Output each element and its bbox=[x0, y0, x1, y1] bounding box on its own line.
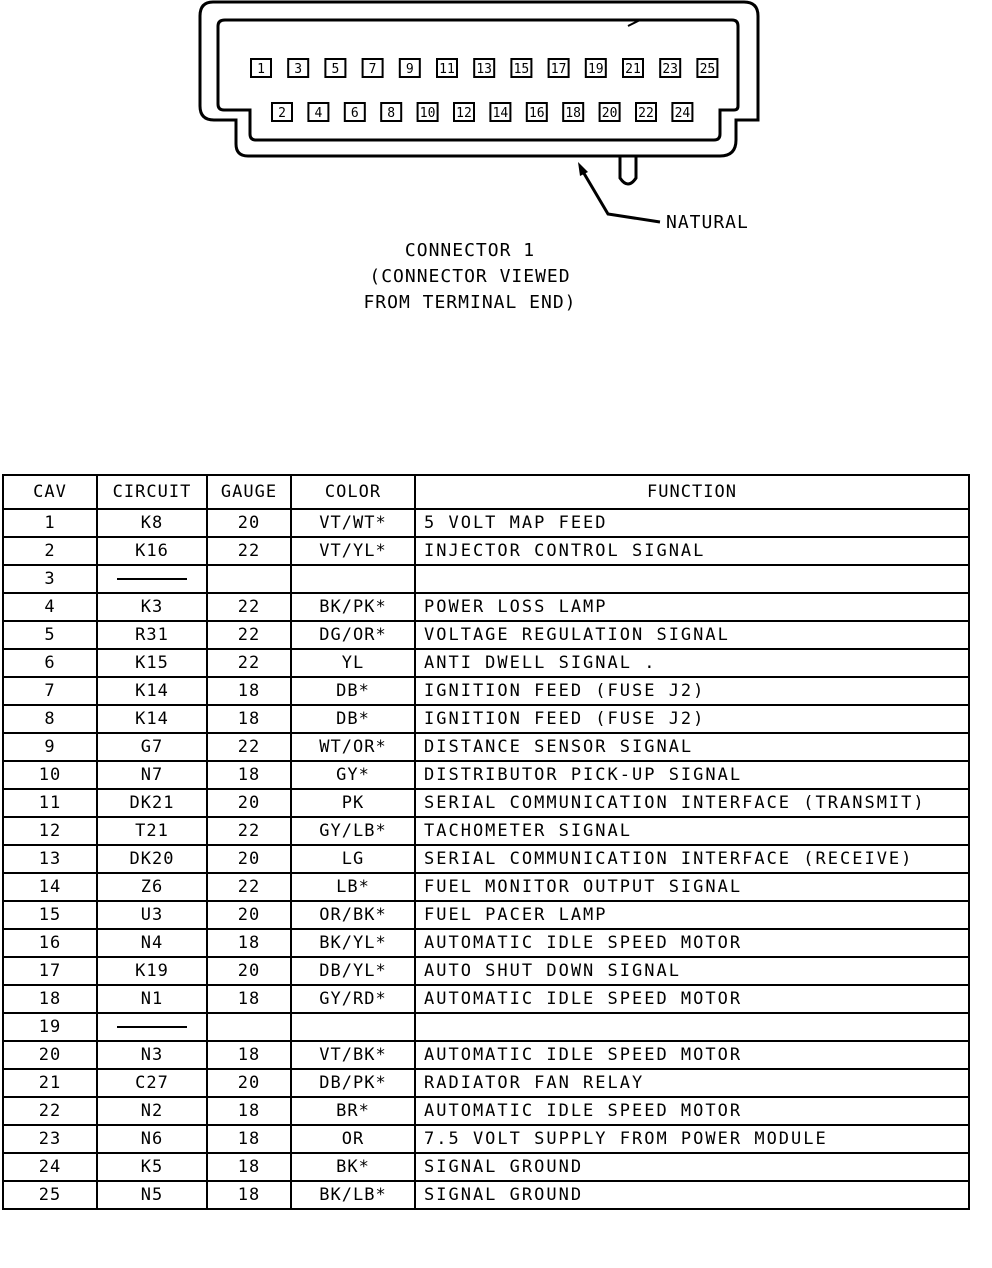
connector-pin bbox=[272, 103, 292, 121]
cell-gauge: 18 bbox=[207, 1181, 291, 1209]
pin-number: 5 bbox=[331, 62, 340, 77]
cell-circuit: T21 bbox=[97, 817, 207, 845]
table-row bbox=[3, 621, 969, 649]
table-row bbox=[3, 789, 969, 817]
cell-color: BK/LB* bbox=[291, 1181, 415, 1209]
cell-function bbox=[415, 1013, 969, 1041]
connector-pin bbox=[474, 59, 494, 77]
cell-cav: 21 bbox=[3, 1069, 97, 1097]
cell-cav: 16 bbox=[3, 929, 97, 957]
header-circuit: CIRCUIT bbox=[97, 475, 207, 509]
cell-gauge: 18 bbox=[207, 1097, 291, 1125]
connector-pin bbox=[345, 103, 365, 121]
cell-function: AUTOMATIC IDLE SPEED MOTOR bbox=[415, 1041, 969, 1069]
connector-pin bbox=[549, 59, 569, 77]
cell-cav: 7 bbox=[3, 677, 97, 705]
cell-color: DB/PK* bbox=[291, 1069, 415, 1097]
cell-cav: 11 bbox=[3, 789, 97, 817]
cell-cav: 18 bbox=[3, 985, 97, 1013]
cell-cav: 14 bbox=[3, 873, 97, 901]
cell-circuit: N5 bbox=[97, 1181, 207, 1209]
connector-diagram bbox=[0, 0, 992, 470]
table-row bbox=[3, 957, 969, 985]
cell-color: BK/YL* bbox=[291, 929, 415, 957]
caption-line-1: CONNECTOR 1 bbox=[404, 240, 536, 261]
cell-cav: 24 bbox=[3, 1153, 97, 1181]
connector-pin bbox=[381, 103, 401, 121]
cell-color: OR bbox=[291, 1125, 415, 1153]
cell-circuit: N4 bbox=[97, 929, 207, 957]
table-header-row bbox=[3, 475, 969, 509]
cell-function: SIGNAL GROUND bbox=[415, 1181, 969, 1209]
caption-line-2: (CONNECTOR VIEWED bbox=[369, 266, 571, 287]
table-row bbox=[3, 509, 969, 537]
cell-circuit: G7 bbox=[97, 733, 207, 761]
cell-cav: 9 bbox=[3, 733, 97, 761]
table-row bbox=[3, 1069, 969, 1097]
cell-color: OR/BK* bbox=[291, 901, 415, 929]
pinout-table bbox=[2, 474, 970, 1210]
connector-pin bbox=[511, 59, 531, 77]
connector-pin bbox=[418, 103, 438, 121]
header-function: FUNCTION bbox=[415, 475, 969, 509]
cell-cav: 6 bbox=[3, 649, 97, 677]
header-gauge: GAUGE bbox=[207, 475, 291, 509]
table-row bbox=[3, 1097, 969, 1125]
table-row bbox=[3, 985, 969, 1013]
cell-circuit: K3 bbox=[97, 593, 207, 621]
pin-number: 14 bbox=[492, 106, 509, 121]
table-row bbox=[3, 1041, 969, 1069]
cell-function: POWER LOSS LAMP bbox=[415, 593, 969, 621]
table-row bbox=[3, 593, 969, 621]
table-row bbox=[3, 565, 969, 593]
cell-function: AUTOMATIC IDLE SPEED MOTOR bbox=[415, 929, 969, 957]
cell-color: PK bbox=[291, 789, 415, 817]
table-row bbox=[3, 845, 969, 873]
pin-number: 10 bbox=[419, 106, 436, 121]
cell-color: GY/RD* bbox=[291, 985, 415, 1013]
table-row bbox=[3, 761, 969, 789]
pinout-table-body bbox=[3, 509, 969, 1209]
connector-pin bbox=[563, 103, 583, 121]
cell-color: GY* bbox=[291, 761, 415, 789]
header-color: COLOR bbox=[291, 475, 415, 509]
cell-gauge bbox=[207, 1013, 291, 1041]
pin-number: 9 bbox=[405, 62, 414, 77]
connector-pin bbox=[251, 59, 271, 77]
caption-line-3: FROM TERMINAL END) bbox=[363, 292, 577, 313]
cell-cav: 20 bbox=[3, 1041, 97, 1069]
pin-number: 24 bbox=[674, 106, 691, 121]
cell-function: AUTOMATIC IDLE SPEED MOTOR bbox=[415, 1097, 969, 1125]
cell-color: LB* bbox=[291, 873, 415, 901]
cell-circuit: U3 bbox=[97, 901, 207, 929]
cell-gauge: 18 bbox=[207, 985, 291, 1013]
cell-circuit: N6 bbox=[97, 1125, 207, 1153]
pin-number: 7 bbox=[368, 62, 377, 77]
cell-function: INJECTOR CONTROL SIGNAL bbox=[415, 537, 969, 565]
cell-circuit: DK21 bbox=[97, 789, 207, 817]
connector-pin bbox=[288, 59, 308, 77]
connector-pin bbox=[325, 59, 345, 77]
cell-function: FUEL PACER LAMP bbox=[415, 901, 969, 929]
cell-color: DB/YL* bbox=[291, 957, 415, 985]
connector-pin bbox=[600, 103, 620, 121]
cell-gauge: 20 bbox=[207, 1069, 291, 1097]
cell-cav: 4 bbox=[3, 593, 97, 621]
bottom-row-pins bbox=[272, 103, 692, 121]
pin-number: 12 bbox=[456, 106, 472, 121]
cell-gauge: 20 bbox=[207, 509, 291, 537]
cell-gauge: 22 bbox=[207, 593, 291, 621]
cell-gauge: 22 bbox=[207, 649, 291, 677]
cell-function: IGNITION FEED (FUSE J2) bbox=[415, 705, 969, 733]
cell-circuit: K15 bbox=[97, 649, 207, 677]
pin-number: 17 bbox=[550, 62, 567, 77]
cell-function: DISTANCE SENSOR SIGNAL bbox=[415, 733, 969, 761]
cell-gauge: 22 bbox=[207, 537, 291, 565]
pin-number: 20 bbox=[601, 106, 618, 121]
cell-circuit: N2 bbox=[97, 1097, 207, 1125]
cell-cav: 10 bbox=[3, 761, 97, 789]
cell-cav: 17 bbox=[3, 957, 97, 985]
cell-color: YL bbox=[291, 649, 415, 677]
cell-gauge: 22 bbox=[207, 733, 291, 761]
pin-number: 8 bbox=[387, 106, 396, 121]
pin-number: 2 bbox=[278, 106, 286, 121]
cell-gauge: 18 bbox=[207, 929, 291, 957]
cell-cav: 15 bbox=[3, 901, 97, 929]
cell-color: VT/YL* bbox=[291, 537, 415, 565]
cell-function: ANTI DWELL SIGNAL . bbox=[415, 649, 969, 677]
connector-pin bbox=[672, 103, 692, 121]
cell-function: SIGNAL GROUND bbox=[415, 1153, 969, 1181]
cell-gauge: 22 bbox=[207, 817, 291, 845]
cell-cav: 2 bbox=[3, 537, 97, 565]
cell-cav: 19 bbox=[3, 1013, 97, 1041]
pin-number: 11 bbox=[439, 62, 455, 77]
cell-function: AUTOMATIC IDLE SPEED MOTOR bbox=[415, 985, 969, 1013]
cell-function: VOLTAGE REGULATION SIGNAL bbox=[415, 621, 969, 649]
pin-number: 18 bbox=[565, 106, 582, 121]
top-row-pins bbox=[251, 59, 717, 77]
connector-pin bbox=[586, 59, 606, 77]
cell-circuit: C27 bbox=[97, 1069, 207, 1097]
cell-gauge bbox=[207, 565, 291, 593]
cell-cav: 22 bbox=[3, 1097, 97, 1125]
cell-color: WT/OR* bbox=[291, 733, 415, 761]
cell-color: LG bbox=[291, 845, 415, 873]
cell-gauge: 20 bbox=[207, 901, 291, 929]
cell-cav: 13 bbox=[3, 845, 97, 873]
cell-color: GY/LB* bbox=[291, 817, 415, 845]
pin-number: 4 bbox=[314, 106, 323, 121]
cell-gauge: 20 bbox=[207, 845, 291, 873]
cell-circuit: K16 bbox=[97, 537, 207, 565]
cell-gauge: 18 bbox=[207, 1041, 291, 1069]
cell-gauge: 18 bbox=[207, 677, 291, 705]
cell-gauge: 20 bbox=[207, 957, 291, 985]
natural-callout-label: NATURAL bbox=[666, 212, 749, 233]
unused-circuit-dash bbox=[117, 578, 187, 580]
table-row bbox=[3, 873, 969, 901]
cell-circuit: Z6 bbox=[97, 873, 207, 901]
cell-gauge: 20 bbox=[207, 789, 291, 817]
header-cav: CAV bbox=[3, 475, 97, 509]
connector-pin bbox=[400, 59, 420, 77]
cell-color: VT/BK* bbox=[291, 1041, 415, 1069]
cell-color bbox=[291, 1013, 415, 1041]
cell-cav: 8 bbox=[3, 705, 97, 733]
pin-number: 25 bbox=[699, 62, 716, 77]
table-row bbox=[3, 733, 969, 761]
cell-function: FUEL MONITOR OUTPUT SIGNAL bbox=[415, 873, 969, 901]
cell-cav: 12 bbox=[3, 817, 97, 845]
connector-pin bbox=[308, 103, 328, 121]
pin-number: 23 bbox=[662, 62, 679, 77]
cell-color bbox=[291, 565, 415, 593]
connector-pin bbox=[527, 103, 547, 121]
connector-pin bbox=[660, 59, 680, 77]
table-row bbox=[3, 677, 969, 705]
cell-function: 7.5 VOLT SUPPLY FROM POWER MODULE bbox=[415, 1125, 969, 1153]
cell-color: DG/OR* bbox=[291, 621, 415, 649]
cell-cav: 23 bbox=[3, 1125, 97, 1153]
table-row bbox=[3, 537, 969, 565]
pin-number: 13 bbox=[476, 62, 493, 77]
cell-function: 5 VOLT MAP FEED bbox=[415, 509, 969, 537]
connector-pin bbox=[697, 59, 717, 77]
cell-circuit: K5 bbox=[97, 1153, 207, 1181]
cell-function: TACHOMETER SIGNAL bbox=[415, 817, 969, 845]
cell-color: VT/WT* bbox=[291, 509, 415, 537]
connector-pin bbox=[454, 103, 474, 121]
pin-number: 15 bbox=[513, 62, 530, 77]
cell-color: DB* bbox=[291, 677, 415, 705]
pin-number: 16 bbox=[528, 106, 545, 121]
cell-circuit: N7 bbox=[97, 761, 207, 789]
cell-color: DB* bbox=[291, 705, 415, 733]
cell-gauge: 22 bbox=[207, 621, 291, 649]
pin-number: 21 bbox=[625, 62, 641, 77]
cell-circuit: R31 bbox=[97, 621, 207, 649]
table-row bbox=[3, 705, 969, 733]
pin-number: 3 bbox=[294, 62, 303, 77]
cell-function: RADIATOR FAN RELAY bbox=[415, 1069, 969, 1097]
cell-function: IGNITION FEED (FUSE J2) bbox=[415, 677, 969, 705]
cell-cav: 3 bbox=[3, 565, 97, 593]
pin-number: 1 bbox=[257, 62, 265, 77]
connector-pin bbox=[623, 59, 643, 77]
table-row bbox=[3, 1013, 969, 1041]
table-row bbox=[3, 929, 969, 957]
table-row bbox=[3, 649, 969, 677]
cell-function: DISTRIBUTOR PICK-UP SIGNAL bbox=[415, 761, 969, 789]
table-row bbox=[3, 1125, 969, 1153]
pin-number: 6 bbox=[350, 106, 359, 121]
connector-pin bbox=[490, 103, 510, 121]
cell-circuit: N1 bbox=[97, 985, 207, 1013]
cell-circuit bbox=[97, 565, 207, 593]
cell-gauge: 18 bbox=[207, 1153, 291, 1181]
cell-circuit: K8 bbox=[97, 509, 207, 537]
cell-circuit: N3 bbox=[97, 1041, 207, 1069]
cell-function: AUTO SHUT DOWN SIGNAL bbox=[415, 957, 969, 985]
cell-circuit: K14 bbox=[97, 677, 207, 705]
table-row bbox=[3, 1181, 969, 1209]
cell-function bbox=[415, 565, 969, 593]
cell-color: BK* bbox=[291, 1153, 415, 1181]
cell-circuit: DK20 bbox=[97, 845, 207, 873]
cell-cav: 5 bbox=[3, 621, 97, 649]
cell-circuit bbox=[97, 1013, 207, 1041]
connector-pin bbox=[636, 103, 656, 121]
cell-cav: 1 bbox=[3, 509, 97, 537]
cell-gauge: 22 bbox=[207, 873, 291, 901]
table-row bbox=[3, 1153, 969, 1181]
connector-pin bbox=[437, 59, 457, 77]
cell-circuit: K19 bbox=[97, 957, 207, 985]
cell-circuit: K14 bbox=[97, 705, 207, 733]
unused-circuit-dash bbox=[117, 1026, 187, 1028]
cell-gauge: 18 bbox=[207, 705, 291, 733]
connector-body bbox=[200, 2, 758, 184]
cell-cav: 25 bbox=[3, 1181, 97, 1209]
cell-function: SERIAL COMMUNICATION INTERFACE (RECEIVE) bbox=[415, 845, 969, 873]
table-row bbox=[3, 901, 969, 929]
cell-gauge: 18 bbox=[207, 761, 291, 789]
cell-color: BR* bbox=[291, 1097, 415, 1125]
cell-color: BK/PK* bbox=[291, 593, 415, 621]
connector-pin bbox=[363, 59, 383, 77]
table-row bbox=[3, 817, 969, 845]
pin-number: 19 bbox=[587, 62, 604, 77]
pin-number: 22 bbox=[638, 106, 654, 121]
cell-function: SERIAL COMMUNICATION INTERFACE (TRANSMIT) bbox=[415, 789, 969, 817]
cell-gauge: 18 bbox=[207, 1125, 291, 1153]
